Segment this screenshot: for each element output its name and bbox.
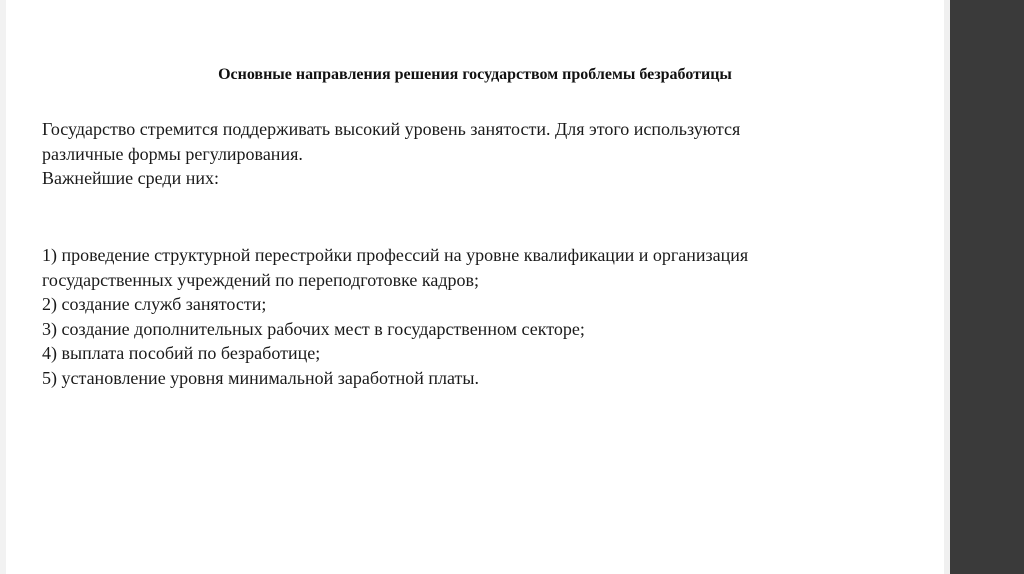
intro-line: Государство стремится поддерживать высокий уровень занятости. Для этого используются <box>42 119 741 139</box>
list-item-line: 1) проведение структурной перестройки профессий на уровне квалификации и организация <box>42 245 749 265</box>
measures-list <box>42 243 922 390</box>
list-item-line: 2) создание служб занятости; <box>42 294 267 314</box>
slide-title: Основные направления решения государством проблемы безработицы <box>218 66 732 83</box>
list-item-line: 5) установление уровня минимальной заработной платы. <box>42 367 479 388</box>
side-panel <box>950 0 1024 574</box>
intro-paragraph <box>42 117 922 191</box>
list-item-line: государственных учреждений по переподготовке кадров; <box>42 269 480 290</box>
intro-line: Важнейшие среди них: <box>42 168 219 188</box>
list-item-line: 4) выплата пособий по безработице; <box>42 343 321 363</box>
slide <box>6 0 944 574</box>
list-item-line: 3) создание дополнительных рабочих мест в государственном секторе; <box>42 318 585 339</box>
intro-line: различные формы регулирования. <box>42 143 303 164</box>
